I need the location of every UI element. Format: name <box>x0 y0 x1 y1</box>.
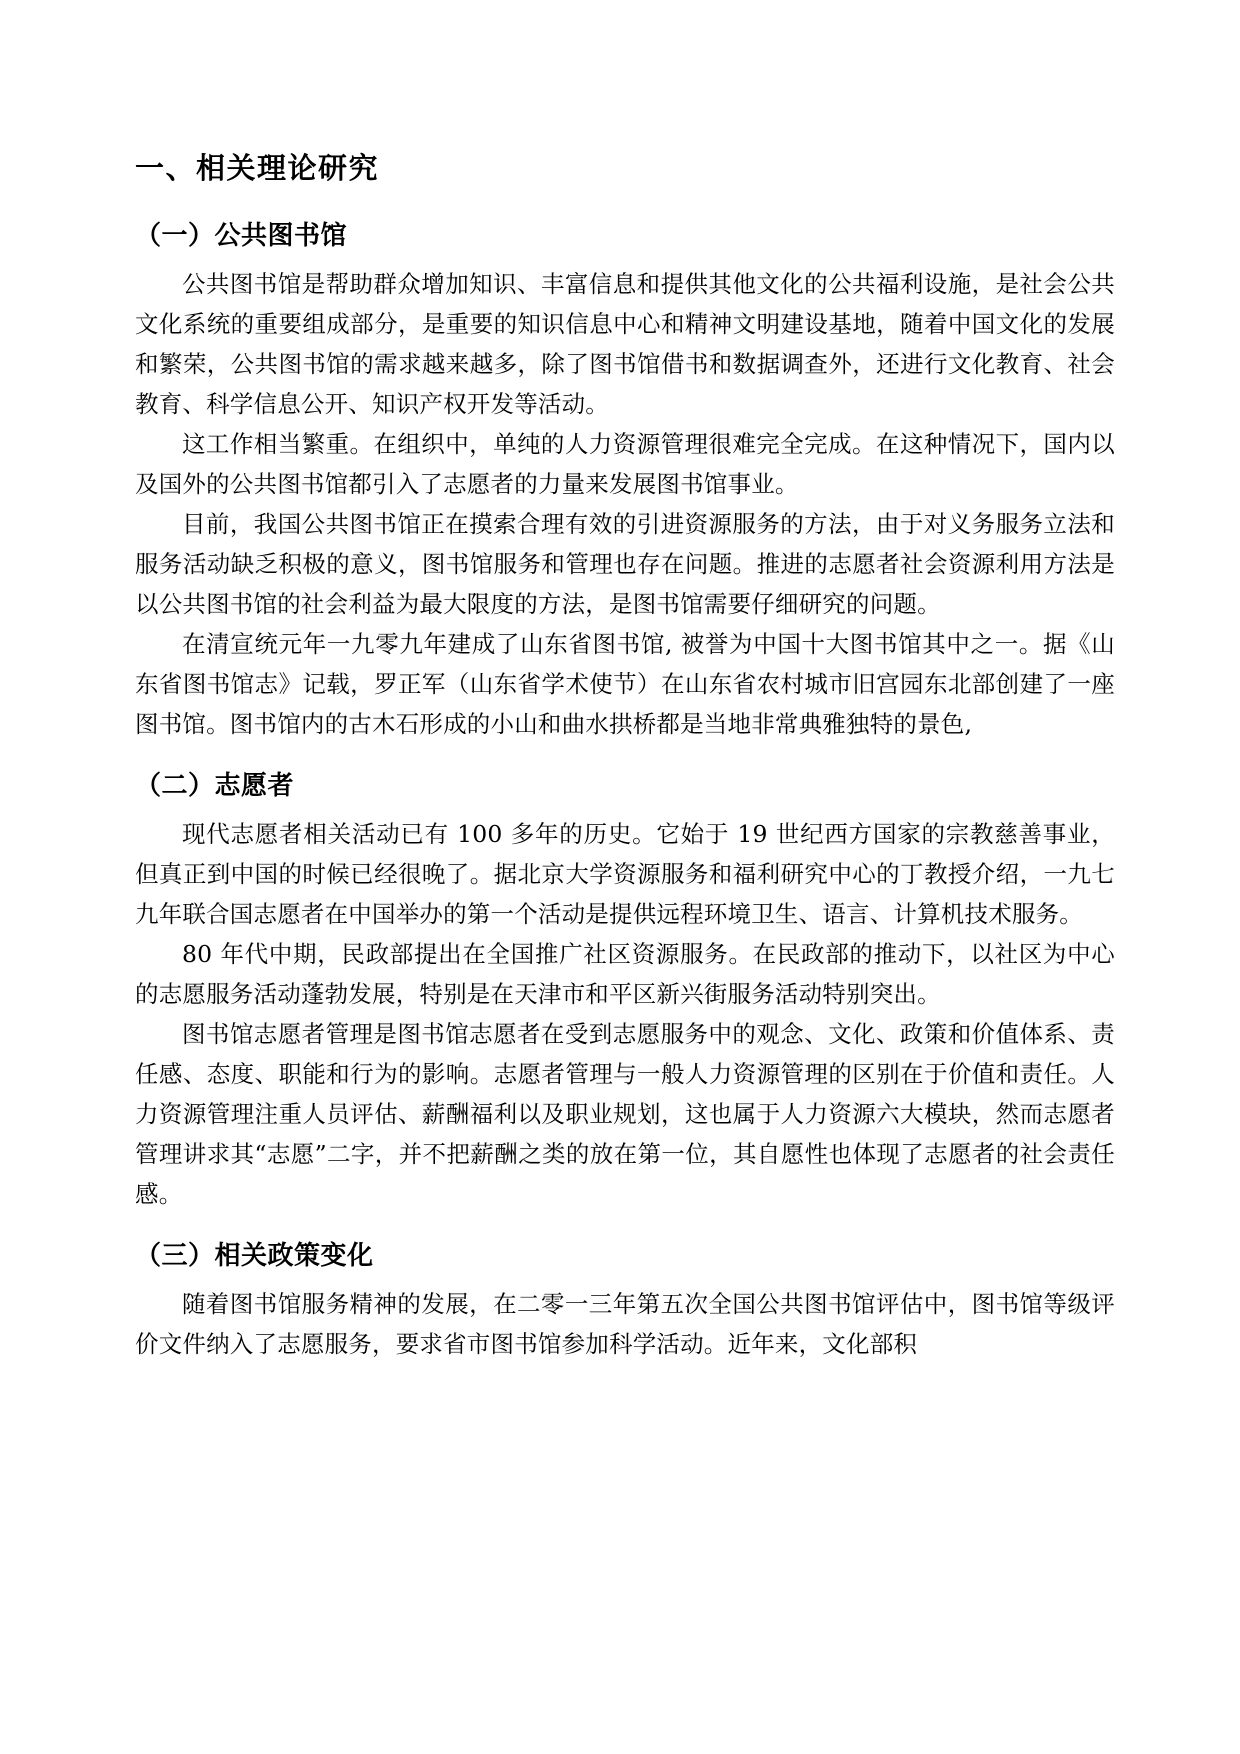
page-title: 一、相关理论研究 <box>135 151 380 185</box>
section-heading-volunteer: （二）志愿者 <box>135 771 295 802</box>
paragraph: 公共图书馆是帮助群众增加知识、丰富信息和提供其他文化的公共福利设施，是社会公共文化系统的重要组成部分，是重要的知识信息中心和精神文明建设基地，随着中国文化的发展和繁荣，公共图书馆的需求越来越多，除了图书馆借书和数据调查外，还进行文化教育、社会教育、科学信息公开、知识产权开发等活动。 <box>135 270 1115 419</box>
section-policy-change <box>135 1240 1115 1364</box>
section-heading-policy-change: （三）相关政策变化 <box>135 1240 374 1271</box>
paragraph: 现代志愿者相关活动已有 100 多年的历史。它始于 19 世纪西方国家的宗教慈善事业，但真正到中国的时候已经很晚了。据北京大学资源服务和福利研究中心的丁教授介绍，一九七九年联合国志愿者在中国举办的第一个活动是提供远程环境卫生、语言、计算机技术服务。 <box>135 819 1115 928</box>
section-volunteer <box>135 770 1115 1214</box>
paragraph: 这工作相当繁重。在组织中，单纯的人力资源管理很难完全完成。在这种情况下，国内以及国外的公共图书馆都引入了志愿者的力量来发展图书馆事业。 <box>135 430 1115 499</box>
paragraph: 随着图书馆服务精神的发展，在二零一三年第五次全国公共图书馆评估中，图书馆等级评价文件纳入了志愿服务，要求省市图书馆参加科学活动。近年来，文化部积 <box>135 1289 1115 1358</box>
document-body <box>135 150 1115 1364</box>
section-heading-public-library: （一）公共图书馆 <box>135 221 348 252</box>
paragraph: 在清宣统元年一九零九年建成了山东省图书馆, 被誉为中国十大图书馆其中之一。据《山东省图书馆志》记载，罗正军（山东省学术使节）在山东省农村城市旧宫园东北部创建了一座图书馆。图书馆内的古木石形成的小山和曲水拱桥都是当地非常典雅独特的景色, <box>135 630 1115 739</box>
paragraph: 目前，我国公共图书馆正在摸索合理有效的引进资源服务的方法，由于对义务服务立法和服务活动缺乏积极的意义，图书馆服务和管理也存在问题。推进的志愿者社会资源利用方法是以公共图书馆的社会利益为最大限度的方法，是图书馆需要仔细研究的问题。 <box>135 510 1115 619</box>
section-public-library <box>135 220 1115 744</box>
paragraph: 80 年代中期，民政部提出在全国推广社区资源服务。在民政部的推动下，以社区为中心的志愿服务活动蓬勃发展，特别是在天津市和平区新兴街服务活动特别突出。 <box>135 939 1115 1008</box>
paragraph: 图书馆志愿者管理是图书馆志愿者在受到志愿服务中的观念、文化、政策和价值体系、责任感、态度、职能和行为的影响。志愿者管理与一般人力资源管理的区别在于价值和责任。人力资源管理注重人员评估、薪酬福利以及职业规划，这也属于人力资源六大模块，然而志愿者管理讲求其“志愿”二字，并不把薪酬之类的放在第一位，其自愿性也体现了志愿者的社会责任感。 <box>135 1019 1115 1208</box>
